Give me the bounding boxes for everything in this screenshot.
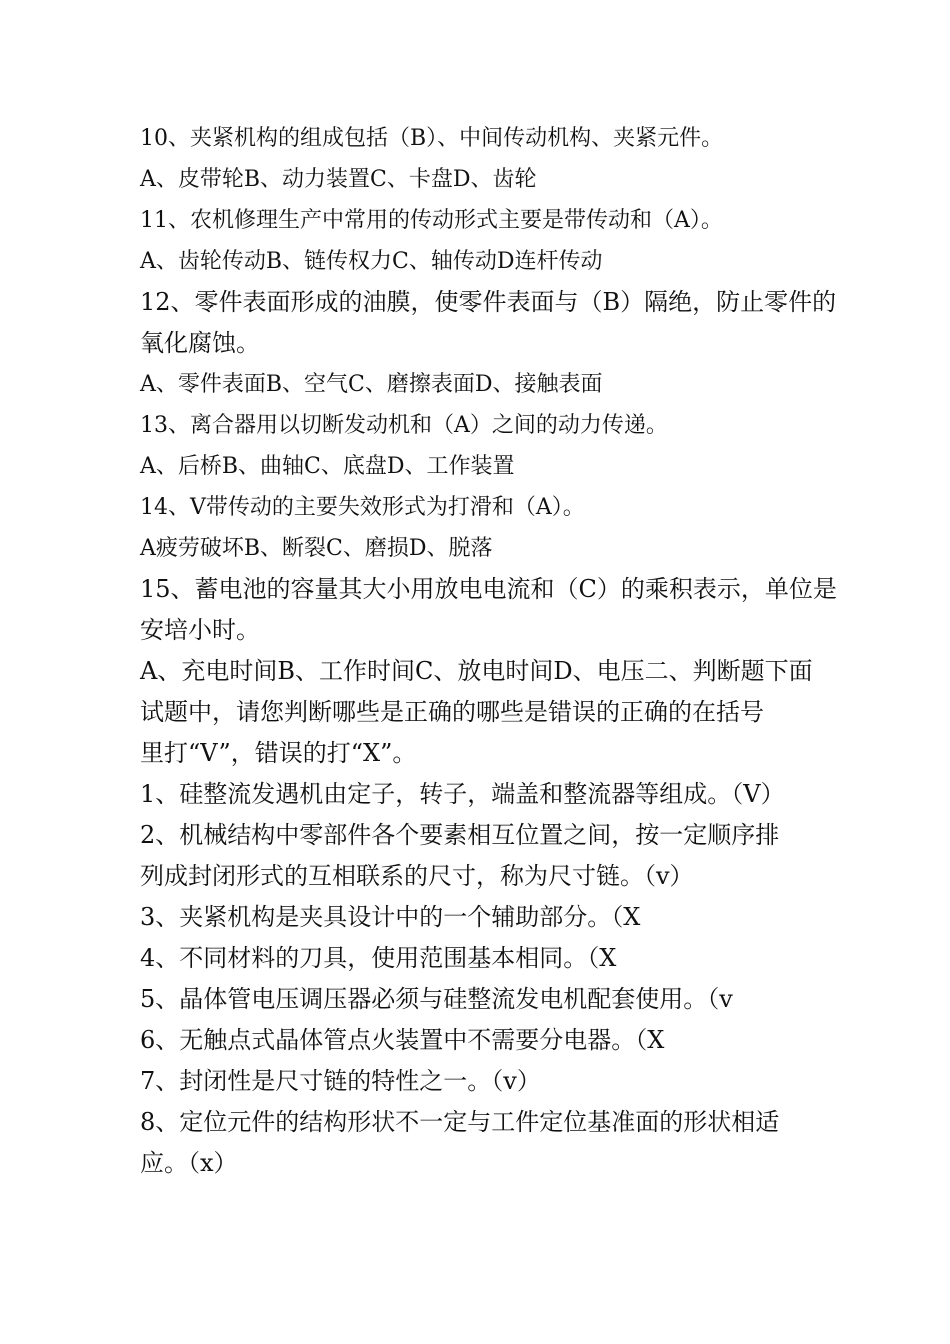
question-11: 11、农机修理生产中常用的传动形式主要是带传动和（A）。 <box>140 208 723 233</box>
section-intro-line-3: 里打“V”，错误的打“X”。 <box>140 739 417 767</box>
question-10-options: A、皮带轮B、动力装置C、卡盘D、齿轮 <box>140 167 537 192</box>
question-13-options: A、后桥B、曲轴C、底盘D、工作装置 <box>140 454 515 479</box>
question-15-line-2: 安培小时。 <box>140 616 260 644</box>
question-14-options: A疲劳破坏B、断裂C、磨损D、脱落 <box>140 536 493 561</box>
document-content <box>140 118 837 1184</box>
judgement-2-line-1: 2、机械结构中零部件各个要素相互位置之间，按一定顺序排 <box>140 821 780 849</box>
judgement-4: 4、不同材料的刀具，使用范围基本相同。（X <box>140 944 617 972</box>
judgement-5: 5、晶体管电压调压器必须与硅整流发电机配套使用。（v <box>140 985 733 1013</box>
question-14: 14、V带传动的主要失效形式为打滑和（A）。 <box>140 495 585 520</box>
question-15-options-section-intro: A、充电时间B、工作时间C、放电时间D、电压二、判断题下面 <box>140 657 813 685</box>
section-intro-line-2: 试题中，请您判断哪些是正确的哪些是错误的正确的在括号 <box>140 698 764 726</box>
question-12-line-1: 12、零件表面形成的油膜，使零件表面与（B）隔绝，防止零件的 <box>140 288 837 316</box>
question-13: 13、离合器用以切断发动机和（A）之间的动力传递。 <box>140 413 668 438</box>
judgement-2-line-2: 列成封闭形式的互相联系的尺寸，称为尺寸链。（v） <box>140 862 694 890</box>
judgement-1: 1、硅整流发遇机由定子，转子，端盖和整流器等组成。（V） <box>140 780 785 808</box>
question-11-options: A、齿轮传动B、链传权力C、轴传动D连杆传动 <box>140 249 603 274</box>
judgement-8-line-1: 8、定位元件的结构形状不一定与工件定位基准面的形状相适 <box>140 1108 780 1136</box>
question-15-line-1: 15、蓄电池的容量其大小用放电电流和（C）的乘积表示，单位是 <box>140 575 837 603</box>
judgement-8-line-2: 应。（x） <box>140 1149 238 1177</box>
judgement-7: 7、封闭性是尺寸链的特性之一。（v） <box>140 1067 541 1095</box>
judgement-6: 6、无触点式晶体管点火装置中不需要分电器。（X <box>140 1026 665 1054</box>
question-12-options: A、零件表面B、空气C、磨擦表面D、接触表面 <box>140 372 603 397</box>
question-12-line-2: 氧化腐蚀。 <box>140 329 260 357</box>
judgement-3: 3、夹紧机构是夹具设计中的一个辅助部分。（X <box>140 903 641 931</box>
question-10: 10、夹紧机构的组成包括（B）、中间传动机构、夹紧元件。 <box>140 126 724 151</box>
